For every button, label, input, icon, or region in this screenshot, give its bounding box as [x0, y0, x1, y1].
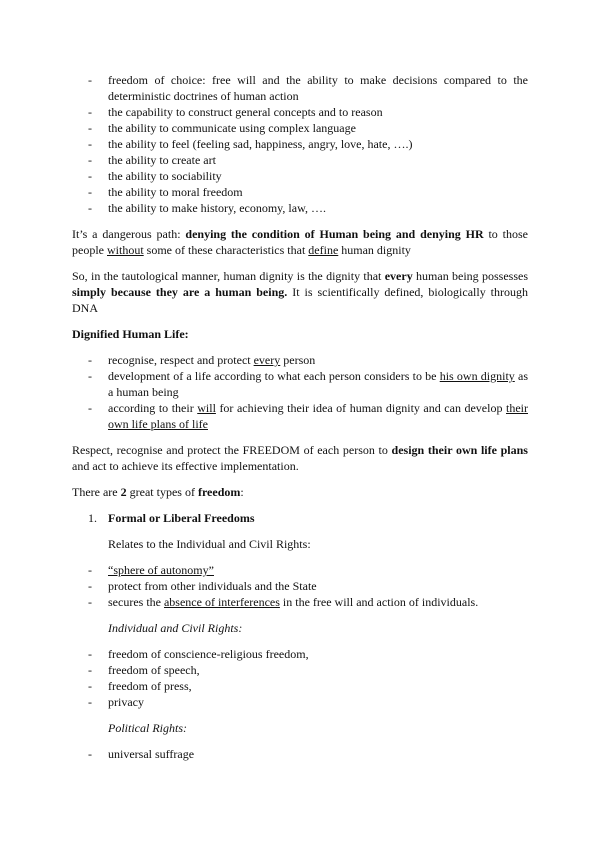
abilities-list	[0, 72, 600, 216]
list-item: - the ability to create art	[88, 153, 216, 167]
heading-dignified-human-life: Dignified Human Life:	[72, 327, 189, 341]
list-item: - the ability to communicate using complex language	[88, 121, 356, 135]
paragraph-tautological: So, in the tautological manner, human dignity is the dignity that every human being possesses simply because they are a human being. It is scientifically defined, biologically through DNA	[72, 269, 528, 315]
list-item: - the ability to make history, economy, law, ….	[88, 201, 326, 215]
list-item: - the ability to moral freedom	[88, 185, 243, 199]
list-item: - protect from other individuals and the State	[88, 579, 317, 593]
civil-rights-list	[0, 646, 600, 710]
paragraph-dangerous-path: It’s a dangerous path: denying the condition of Human being and denying HR to those people without some of these characteristics that define human dignity	[72, 227, 528, 257]
list-item: - the ability to sociability	[88, 169, 222, 183]
list-item: - freedom of press,	[88, 679, 192, 693]
list-item: - privacy	[88, 695, 144, 709]
subheading-individual-civil-rights: Individual and Civil Rights:	[108, 621, 243, 635]
paragraph-respect: Respect, recognise and protect the FREEDOM of each person to design their own life plans and act to achieve its effective implementation.	[72, 443, 528, 473]
list-item: - “sphere of autonomy”	[88, 563, 214, 577]
list-item: - recognise, respect and protect every person	[88, 353, 316, 367]
formal-freedoms-list	[0, 562, 600, 610]
dignified-life-list	[0, 352, 600, 432]
relates-text: Relates to the Individual and Civil Rights:	[108, 537, 311, 551]
list-item: - freedom of conscience-religious freedom,	[88, 647, 309, 661]
list-item: - universal suffrage	[88, 747, 195, 761]
list-item: - the ability to feel (feeling sad, happiness, angry, love, hate, ….)	[88, 137, 413, 151]
political-rights-list	[0, 746, 600, 762]
list-item: - the capability to construct general concepts and to reason	[88, 105, 383, 119]
section-heading-formal-freedoms: 1. Formal or Liberal Freedoms	[88, 511, 255, 525]
list-item: - freedom of choice: free will and the ability to make decisions compared to the deterministic doctrines of human action	[88, 73, 528, 103]
paragraph-freedom-types: There are 2 great types of freedom:	[72, 485, 244, 499]
list-item: - development of a life according to what each person considers to be his own dignity as a human being	[88, 369, 529, 399]
list-item: - according to their will for achieving their idea of human dignity and can develop their own life plans of life	[88, 401, 528, 431]
list-item: - freedom of speech,	[88, 663, 200, 677]
list-item: - secures the absence of interferences in the free will and action of individuals.	[88, 595, 479, 609]
subheading-political-rights: Political Rights:	[108, 721, 187, 735]
